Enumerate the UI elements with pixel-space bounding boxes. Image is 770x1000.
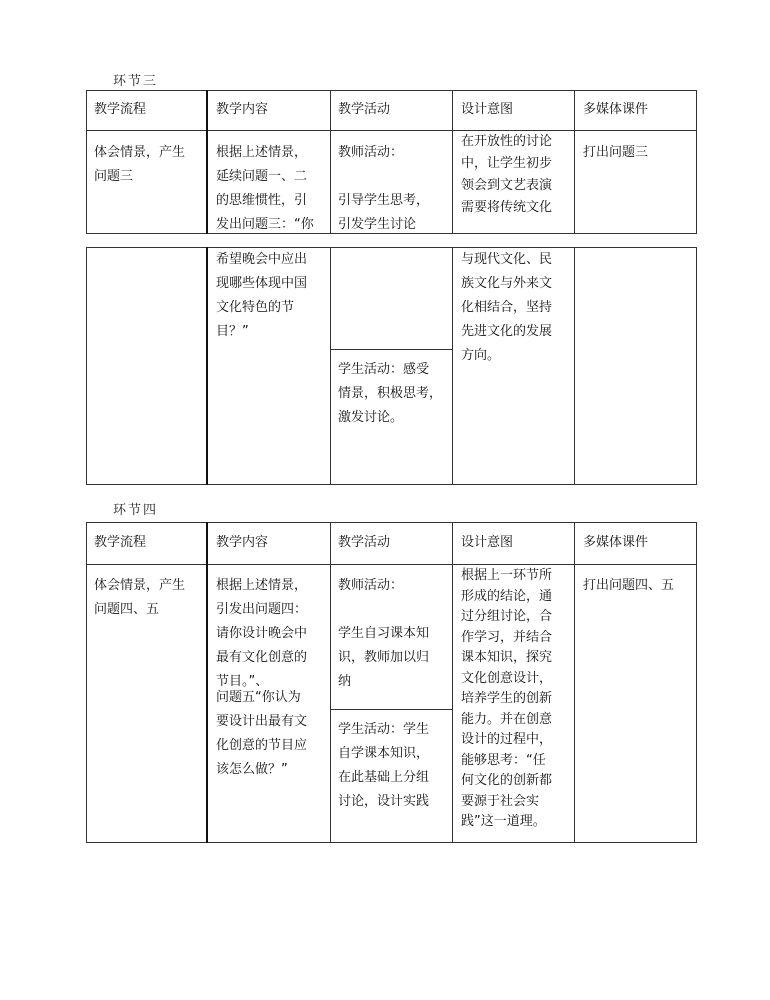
header-content: 教学内容 bbox=[216, 535, 269, 550]
cell-intent-continued: 与现代文化、民 族文化与外来文 化相结合，坚持 先进文化的发展 方向。 bbox=[461, 252, 553, 363]
cell-teacher-activity: 教师活动： 学生自习课本知 识，教师加以归 纳 bbox=[338, 578, 430, 689]
cell-intent: 在开放性的讨论 中，让学生初步 领会到文艺表演 需要将传统文化 bbox=[461, 134, 553, 215]
section-label: 环节三 bbox=[113, 74, 159, 89]
header-intent: 设计意图 bbox=[461, 102, 514, 117]
cell-media: 打出问题四、五 bbox=[583, 578, 675, 593]
cell-student-activity: 学生活动：学生 自学课本知识， 在此基础上分组 讨论，设计实践 bbox=[338, 722, 430, 809]
cell-media: 打出问题三 bbox=[583, 145, 649, 160]
cell-teacher-activity: 教师活动： 引导学生思考， 引发学生讨论 bbox=[338, 145, 430, 232]
header-activity: 教学活动 bbox=[338, 102, 391, 117]
header-activity: 教学活动 bbox=[338, 535, 391, 550]
cell-intent: 根据上一环节所 形成的结论，通 过分组讨论，合 作学习，并结合 课本知识，探究 文化创意设计， 培养学生的创新 能力。并在创意 设计的过程中， 能够思考：“任 何文化的创新都 要源于社会实 践”这一道理。 bbox=[461, 568, 553, 829]
header-flow: 教学流程 bbox=[94, 102, 147, 117]
header-flow: 教学流程 bbox=[94, 535, 147, 550]
cell-content-question5: 问题五“你认为 要设计出最有文 化创意的节目应 该怎么做？” bbox=[216, 690, 308, 777]
cell-content: 根据上述情景， 延续问题一、二 的思维惯性，引 发出问题三：“你 bbox=[216, 145, 314, 232]
header-media: 多媒体课件 bbox=[583, 102, 649, 117]
section-label: 环节四 bbox=[113, 503, 159, 518]
header-intent: 设计意图 bbox=[461, 535, 514, 550]
cell-flow: 体会情景，产生 问题四、五 bbox=[94, 578, 186, 617]
cell-content: 根据上述情景， 引发出问题四： 请你设计晚会中 最有文化创意的 节目。”、 bbox=[216, 578, 308, 689]
header-content: 教学内容 bbox=[216, 102, 269, 117]
cell-content-continued: 希望晚会中应出 现哪些体现中国 文化特色的节 目？” bbox=[216, 252, 308, 339]
header-media: 多媒体课件 bbox=[583, 535, 649, 550]
cell-flow: 体会情景，产生 问题三 bbox=[94, 145, 186, 184]
cell-student-activity: 学生活动：感受 情景，积极思考， 激发讨论。 bbox=[338, 362, 443, 425]
